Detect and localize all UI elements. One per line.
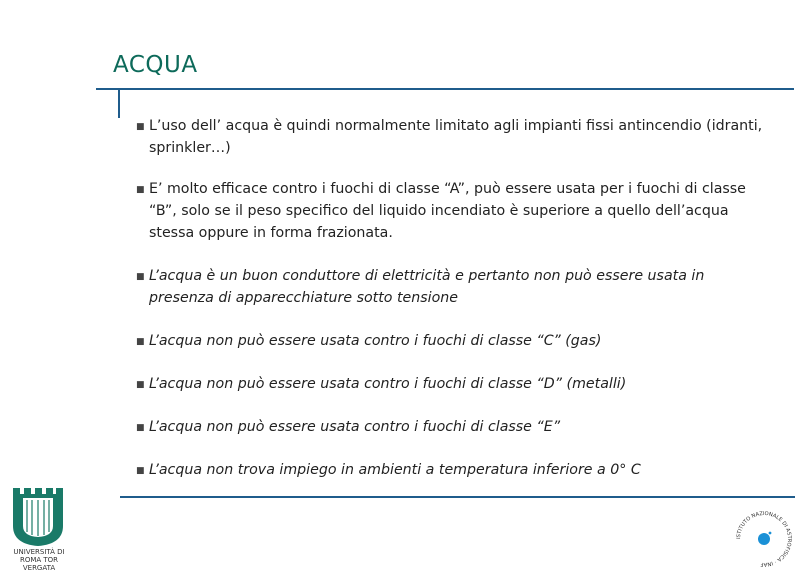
bullet-square-icon: ■ (136, 272, 145, 282)
bullet-item (136, 373, 766, 396)
bullet-item (136, 416, 766, 439)
bullet-square-icon: ■ (136, 185, 145, 195)
university-logo-caption: UNIVERSITÀ DI ROMA TOR VERGATA (13, 548, 65, 572)
bullet-square-icon: ■ (136, 423, 145, 433)
vertical-accent-line (118, 90, 120, 118)
bullet-text: E’ molto efficace contro i fuochi di classe “A”, può essere usata per i fuochi di classe “B”, solo se il peso specifico del liquido incendiato è superiore a quello dell’acqua stessa oppure in forma frazionata. (149, 181, 746, 241)
footer-divider (120, 496, 795, 498)
bullet-square-icon: ■ (136, 380, 145, 390)
slide-title: ACQUA (113, 52, 198, 78)
bullet-item (136, 265, 766, 309)
bullet-square-icon: ■ (136, 466, 145, 476)
bullet-item (136, 459, 766, 482)
bullet-square-icon: ■ (136, 122, 145, 132)
bullet-text: L’acqua non può essere usata contro i fuochi di classe “C” (gas) (149, 333, 602, 349)
inaf-seal-icon (733, 508, 795, 570)
bullet-item (136, 330, 766, 353)
bullet-text: L’acqua è un buon conduttore di elettricità e pertanto non può essere usata in presenza di apparecchiature sotto tensione (149, 268, 705, 306)
bullet-text: L’acqua non può essere usata contro i fuochi di classe “E” (149, 419, 561, 435)
bullet-square-icon: ■ (136, 337, 145, 347)
bullet-text: L’acqua non trova impiego in ambienti a temperatura inferiore a 0° C (149, 462, 641, 478)
bullet-item (136, 178, 766, 244)
bullet-item (136, 115, 766, 159)
seal-lettering: ISTITUTO NAZIONALE DI ASTROFISICA · INAF (735, 510, 793, 568)
title-divider (96, 88, 794, 90)
bullet-text: L’acqua non può essere usata contro i fuochi di classe “D” (metalli) (149, 376, 627, 392)
bullet-text: L’uso dell’ acqua è quindi normalmente limitato agli impianti fissi antincendio (idranti, sprinkler…) (149, 118, 763, 156)
